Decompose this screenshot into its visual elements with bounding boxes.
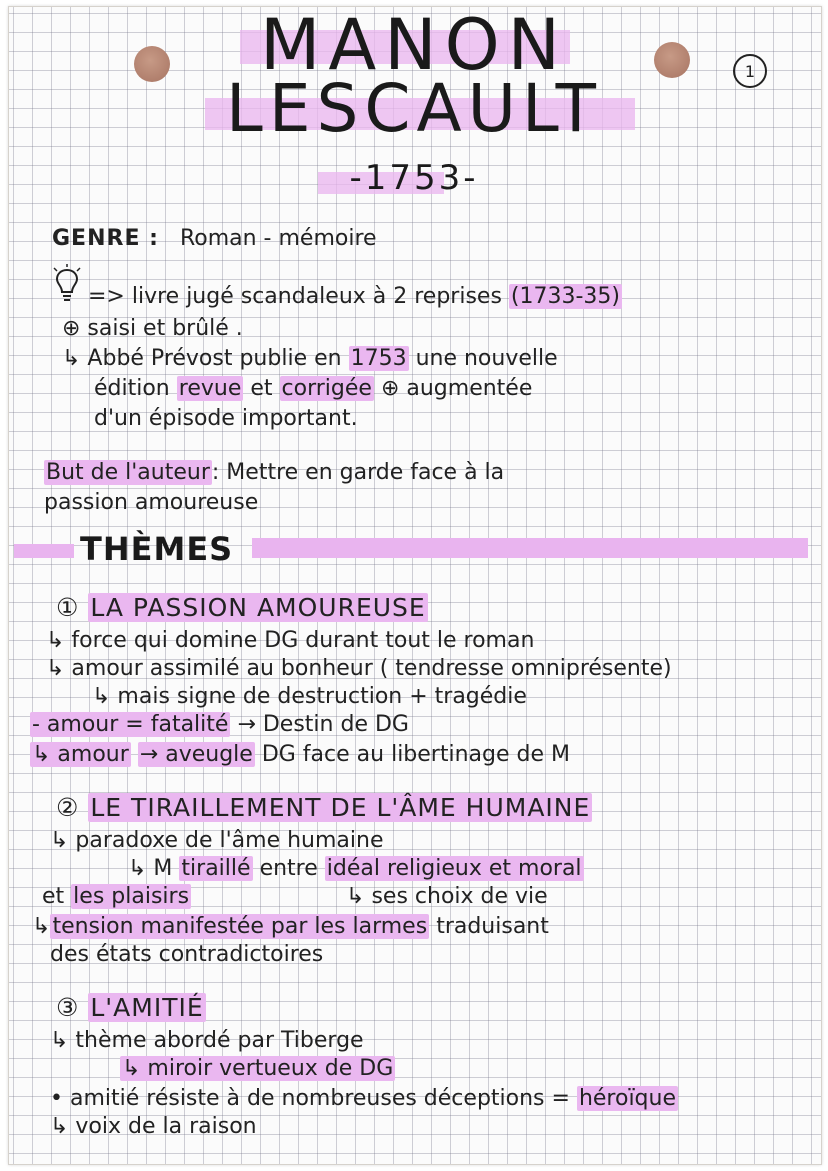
theme-2-line-5: des états contradictoires bbox=[50, 942, 324, 967]
history-year-1753: 1753 bbox=[350, 346, 407, 371]
theme-1-line-2: ↳ amour assimilé au bonheur ( tendresse omniprésente) bbox=[46, 656, 672, 681]
theme-2-entre: entre bbox=[259, 856, 318, 881]
themes-highlight-right bbox=[252, 538, 808, 558]
history-text-3b: une nouvelle bbox=[415, 346, 558, 371]
history-text-1: => livre jugé scandaleux à 2 reprises bbox=[88, 284, 502, 309]
theme-3-amitie: • amitié résiste à de nombreuses déceptions = bbox=[50, 1086, 570, 1111]
theme-1-aveugle: → aveugle bbox=[139, 742, 253, 767]
theme-2-number: ② bbox=[56, 793, 80, 822]
history-augmentee: ⊕ augmentée bbox=[380, 376, 533, 401]
theme-2-heading bbox=[56, 794, 592, 823]
author-aim-text-1: : Mettre en garde face à la bbox=[211, 460, 505, 485]
publication-year: -1753- bbox=[349, 158, 479, 198]
theme-2-m: ↳ M bbox=[128, 856, 173, 881]
history-line-3 bbox=[62, 346, 558, 371]
theme-2-line-1: ↳ paradoxe de l'âme humaine bbox=[50, 828, 384, 853]
theme-3-miroir: ↳ miroir vertueux de DG bbox=[122, 1056, 394, 1081]
history-text-3: ↳ Abbé Prévost publie en bbox=[62, 346, 342, 371]
history-line-5: d'un épisode important. bbox=[94, 406, 358, 431]
history-dates: (1733-35) bbox=[510, 284, 621, 309]
history-line-1 bbox=[88, 284, 622, 309]
title-line-1: MANON bbox=[259, 4, 569, 86]
theme-2-line-3 bbox=[42, 884, 548, 909]
genre-label: GENRE : bbox=[52, 226, 159, 251]
genre-line bbox=[52, 226, 377, 251]
history-edition: édition bbox=[94, 376, 170, 401]
author-aim-label: But de l'auteur bbox=[46, 460, 210, 485]
themes-heading: THÈMES bbox=[80, 530, 234, 568]
theme-3-number: ③ bbox=[56, 993, 80, 1022]
theme-1-line-1: ↳ force qui domine DG durant tout le roman bbox=[46, 628, 535, 653]
theme-2-title: LE TIRAILLEMENT DE L'ÂME HUMAINE bbox=[90, 793, 591, 822]
theme-2-traduisant: traduisant bbox=[436, 914, 549, 939]
theme-3-heroique: héroïque bbox=[578, 1086, 676, 1111]
genre-value: Roman - mémoire bbox=[179, 226, 377, 251]
theme-3-line-3 bbox=[50, 1086, 678, 1111]
history-line-4 bbox=[94, 376, 532, 401]
theme-3-title: L'AMITIÉ bbox=[90, 993, 204, 1022]
page-number: 1 bbox=[733, 54, 767, 88]
theme-1-line-3: ↳ mais signe de destruction + tragédie bbox=[92, 684, 527, 709]
theme-2-plaisirs: les plaisirs bbox=[73, 884, 190, 909]
author-aim-line-2: passion amoureuse bbox=[44, 490, 259, 515]
theme-3-line-2 bbox=[120, 1056, 395, 1081]
theme-1-destin: → Destin de DG bbox=[237, 712, 409, 737]
history-line-2: ⊕ saisi et brûlé . bbox=[62, 316, 243, 341]
history-et: et bbox=[250, 376, 273, 401]
theme-1-line-5 bbox=[30, 742, 570, 767]
theme-1-line-4 bbox=[30, 712, 409, 737]
theme-2-choix: ↳ ses choix de vie bbox=[346, 884, 548, 909]
theme-2-ideal: idéal religieux et moral bbox=[326, 856, 582, 881]
theme-3-line-4: ↳ voix de la raison bbox=[50, 1114, 257, 1139]
theme-2-tiraille: tiraillé bbox=[181, 856, 251, 881]
theme-1-title: LA PASSION AMOUREUSE bbox=[90, 593, 426, 622]
theme-2-line-2 bbox=[128, 856, 584, 881]
theme-2-et: et bbox=[42, 884, 65, 909]
theme-2-line-4 bbox=[32, 914, 549, 939]
theme-1-fatalite: - amour = fatalité bbox=[32, 712, 229, 737]
theme-1-amour: ↳ amour bbox=[32, 742, 129, 767]
history-corrigee: corrigée bbox=[281, 376, 372, 401]
theme-1-libertinage: DG face au libertinage de M bbox=[261, 742, 570, 767]
title-line-2: LESCAULT bbox=[226, 70, 602, 147]
theme-3-heading bbox=[56, 994, 206, 1023]
history-revue: revue bbox=[178, 376, 242, 401]
theme-1-number: ① bbox=[56, 593, 80, 622]
themes-highlight-left bbox=[14, 544, 74, 558]
author-aim-line-1 bbox=[44, 460, 504, 485]
theme-3-line-1: ↳ thème abordé par Tiberge bbox=[50, 1028, 364, 1053]
theme-2-arrow: ↳ bbox=[32, 914, 51, 939]
theme-1-heading bbox=[56, 594, 428, 623]
lightbulb-icon bbox=[52, 264, 82, 304]
theme-2-tension: tension manifestée par les larmes bbox=[52, 914, 428, 939]
